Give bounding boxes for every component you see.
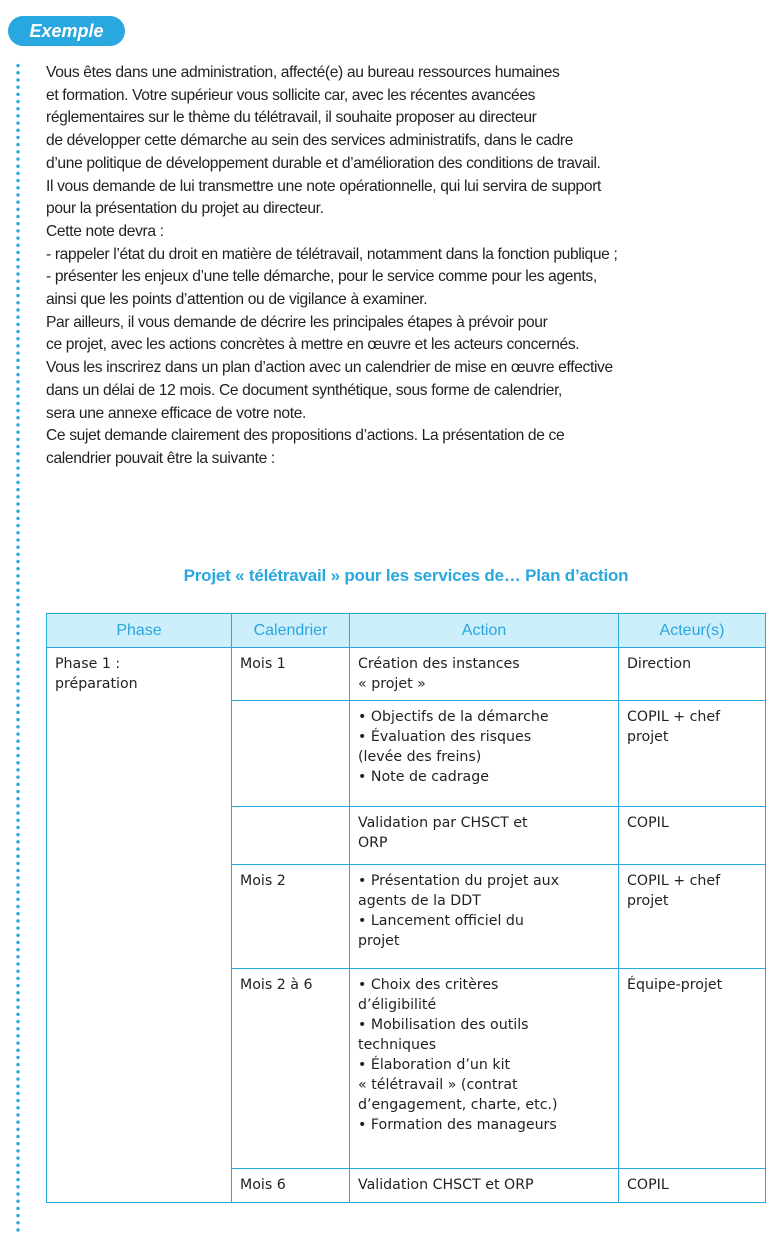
actor-line: COPIL + chef — [627, 709, 721, 725]
intro-line: Vous les inscrirez dans un plan d’action avec un calendrier de mise en œuvre effective — [46, 359, 613, 377]
action-cell — [350, 807, 619, 865]
action-line: « télétravail » (contrat — [358, 1077, 518, 1093]
intro-line: Il vous demande de lui transmettre une note opérationnelle, qui lui servira de support — [46, 177, 602, 195]
action-line: ORP — [358, 835, 388, 851]
calendar-cell: Mois 2 à 6 — [232, 969, 350, 1169]
intro-line: d’une politique de développement durable et d’amélioration des conditions de travail. — [46, 154, 601, 172]
action-cell — [350, 865, 619, 969]
action-line: Validation CHSCT et ORP — [358, 1177, 534, 1193]
table-header-row — [47, 614, 766, 648]
intro-line: pour la présentation du projet au directeur. — [46, 200, 324, 218]
action-cell — [350, 1169, 619, 1203]
action-line: • Formation des manageurs — [358, 1117, 557, 1133]
action-line: • Objectifs de la démarche — [358, 709, 549, 725]
actor-cell — [619, 969, 766, 1169]
intro-paragraph — [46, 62, 772, 471]
action-line: • Mobilisation des outils — [358, 1017, 529, 1033]
calendar-cell — [232, 701, 350, 807]
actor-line: Équipe-projet — [627, 977, 723, 993]
action-line: • Élaboration d’un kit — [358, 1057, 511, 1073]
example-badge: Exemple — [8, 16, 125, 46]
action-line: • Choix des critères — [358, 977, 499, 993]
intro-line: Vous êtes dans une administration, affecté(e) au bureau ressources humaines — [46, 64, 560, 81]
action-line: d’engagement, charte, etc.) — [358, 1097, 558, 1113]
actor-line: projet — [627, 729, 669, 745]
intro-line: - présenter les enjeux d’une telle démarche, pour le service comme pour les agents, — [46, 268, 597, 286]
action-cell — [350, 969, 619, 1169]
intro-line: et formation. Votre supérieur vous sollicite car, avec les récentes avancées — [46, 86, 536, 104]
calendar-cell: Mois 2 — [232, 865, 350, 969]
actor-line: COPIL + chef — [627, 873, 721, 889]
intro-line: Par ailleurs, il vous demande de décrire les principales étapes à prévoir pour — [46, 313, 548, 331]
actor-line: COPIL — [627, 1177, 669, 1193]
header-actors: Acteur(s) — [619, 614, 766, 648]
action-line: Validation par CHSCT et — [358, 815, 528, 831]
action-line: • Présentation du projet aux — [358, 873, 560, 889]
actor-cell — [619, 648, 766, 701]
intro-line: Cette note devra : — [46, 222, 164, 240]
phase-cell — [47, 648, 232, 1203]
action-line: (levée des freins) — [358, 749, 482, 765]
action-cell — [350, 648, 619, 701]
actor-line: Direction — [627, 656, 692, 672]
actor-cell — [619, 701, 766, 807]
action-line: d’éligibilité — [358, 997, 437, 1013]
table-row — [47, 648, 766, 701]
action-line: techniques — [358, 1037, 437, 1053]
action-line: • Lancement officiel du — [358, 913, 524, 929]
intro-line: sera une annexe efficace de votre note. — [46, 404, 307, 422]
intro-line: ainsi que les points d’attention ou de vigilance à examiner. — [46, 291, 428, 309]
intro-line: de développer cette démarche au sein des services administratifs, dans le cadre — [46, 132, 574, 150]
action-line: • Évaluation des risques — [358, 729, 532, 745]
header-phase: Phase — [47, 614, 232, 648]
actor-cell — [619, 1169, 766, 1203]
actor-line: projet — [627, 893, 669, 909]
dotted-margin-rule — [16, 62, 20, 1232]
action-line: « projet » — [358, 676, 426, 692]
action-line: agents de la DDT — [358, 893, 481, 909]
calendar-cell: Mois 6 — [232, 1169, 350, 1203]
intro-line: dans un délai de 12 mois. Ce document synthétique, sous forme de calendrier, — [46, 381, 563, 399]
actor-cell — [619, 807, 766, 865]
phase-line: préparation — [55, 676, 138, 692]
intro-line: calendrier pouvait être la suivante : — [46, 449, 275, 467]
calendar-cell: Mois 1 — [232, 648, 350, 701]
intro-line: ce projet, avec les actions concrètes à mettre en œuvre et les acteurs concernés. — [46, 336, 580, 354]
intro-line: réglementaires sur le thème du télétravail, il souhaite proposer au directeur — [46, 109, 537, 127]
calendar-cell — [232, 807, 350, 865]
intro-line: Ce sujet demande clairement des propositions d’actions. La présentation de ce — [46, 427, 565, 445]
action-plan-table — [46, 613, 766, 1203]
actor-cell — [619, 865, 766, 969]
action-line: projet — [358, 933, 400, 949]
intro-line: - rappeler l’état du droit en matière de télétravail, notamment dans la fonction publique ; — [46, 245, 618, 263]
action-cell — [350, 701, 619, 807]
phase-line: Phase 1 : — [55, 656, 121, 672]
table-title: Projet « télétravail » pour les services de… Plan d’action — [183, 566, 629, 585]
action-line: Création des instances — [358, 656, 520, 672]
actor-line: COPIL — [627, 815, 669, 831]
action-line: • Note de cadrage — [358, 769, 489, 785]
header-action: Action — [350, 614, 619, 648]
header-calendar: Calendrier — [232, 614, 350, 648]
